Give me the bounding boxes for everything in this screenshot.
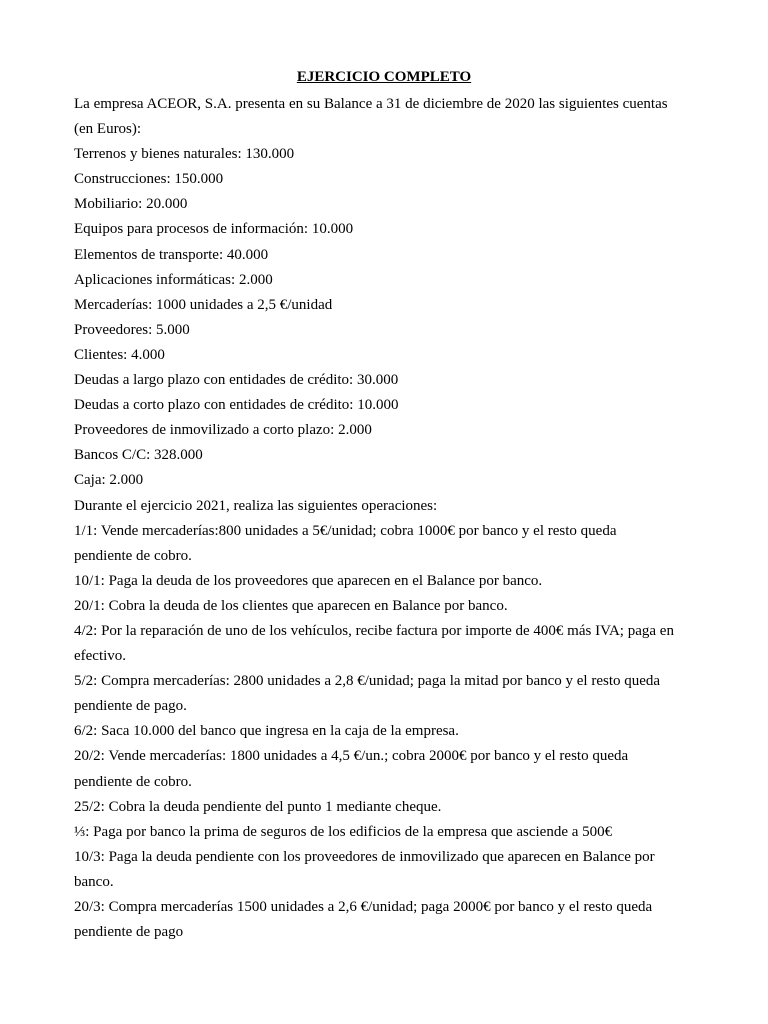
text-line: pendiente de cobro. (74, 547, 192, 564)
text-line: Bancos C/C: 328.000 (74, 447, 203, 464)
text-line: Aplicaciones informáticas: 2.000 (74, 271, 273, 288)
text-line: efectivo. (74, 648, 127, 665)
text-line: 20/3: Compra mercaderías 1500 unidades a 2,6 €/unidad; paga 2000€ por banco y el resto queda (74, 899, 653, 915)
text-line: 6/2: Saca 10.000 del banco que ingresa en la caja de la empresa. (74, 723, 459, 740)
document-title: EJERCICIO COMPLETO (296, 69, 472, 85)
text-line: Durante el ejercicio 2021, realiza las siguientes operaciones: (74, 497, 438, 514)
text-line: pendiente de pago (74, 924, 184, 941)
text-line: Deudas a largo plazo con entidades de crédito: 30.000 (74, 372, 399, 389)
text-line: Clientes: 4.000 (74, 346, 165, 363)
text-line: (en Euros): (74, 121, 142, 138)
text-line: Proveedores de inmovilizado a corto plazo: 2.000 (74, 422, 372, 439)
text-line: Mercaderías: 1000 unidades a 2,5 €/unidad (74, 296, 333, 313)
text-line: Equipos para procesos de información: 10.000 (74, 221, 354, 238)
text-line: 1/1: Vende mercaderías:800 unidades a 5€/unidad; cobra 1000€ por banco y el resto queda (74, 522, 617, 539)
text-line: Elementos de transporte: 40.000 (74, 246, 269, 263)
text-line: 10/1: Paga la deuda de los proveedores que aparecen en el Balance por banco. (74, 572, 543, 589)
text-line: Mobiliario: 20.000 (74, 196, 188, 213)
text-line: Terrenos y bienes naturales: 130.000 (74, 146, 295, 163)
document-body (74, 92, 704, 945)
text-line: pendiente de pago. (74, 698, 187, 715)
text-line: ⅓: Paga por banco la prima de seguros de los edificios de la empresa que asciende a 500€ (74, 823, 613, 840)
text-line: 5/2: Compra mercaderías: 2800 unidades a 2,8 €/unidad; paga la mitad por banco y el resto queda (74, 673, 661, 690)
text-line: Proveedores: 5.000 (74, 321, 190, 338)
text-line: 10/3: Paga la deuda pendiente con los proveedores de inmovilizado que aparecen en Balance por (74, 848, 655, 865)
text-line: 25/2: Cobra la deuda pendiente del punto 1 mediante cheque. (74, 798, 442, 815)
text-line: Construcciones: 150.000 (74, 171, 224, 188)
text-line: 20/1: Cobra la deuda de los clientes que aparecen en Balance por banco. (74, 597, 508, 614)
text-line: pendiente de cobro. (74, 773, 192, 790)
text-line: 20/2: Vende mercaderías: 1800 unidades a 4,5 €/un.; cobra 2000€ por banco y el resto queda (74, 748, 629, 765)
text-line: 4/2: Por la reparación de uno de los vehículos, recibe factura por importe de 400€ más IVA; paga en (74, 622, 674, 639)
text-line: Deudas a corto plazo con entidades de crédito: 10.000 (74, 397, 399, 414)
text-line: banco. (74, 873, 114, 890)
text-line: Caja: 2.000 (74, 472, 144, 489)
text-line: La empresa ACEOR, S.A. presenta en su Balance a 31 de diciembre de 2020 las siguientes cuentas (74, 96, 668, 112)
